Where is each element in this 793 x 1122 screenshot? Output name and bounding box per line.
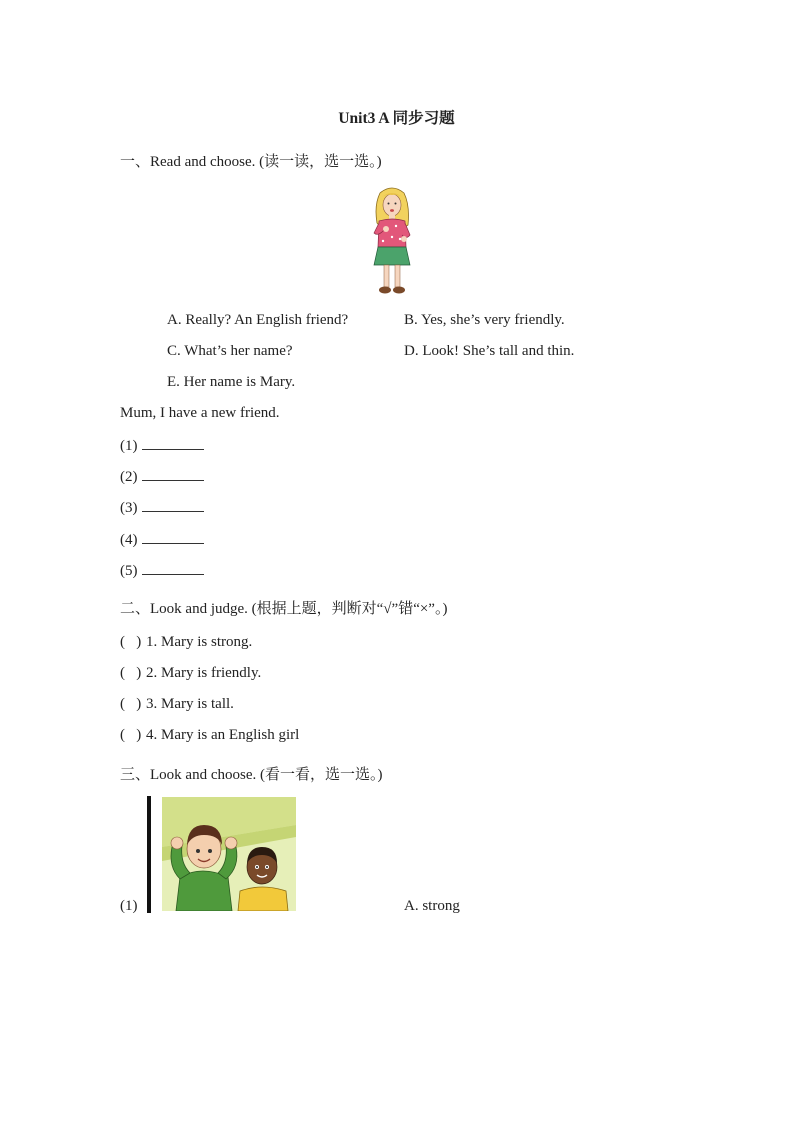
answer-blank-3[interactable]: (3) [120, 499, 204, 517]
judge-item-1[interactable]: ( ) 1. Mary is strong. [120, 634, 253, 650]
option-b: B. Yes, she’s very friendly. [404, 312, 565, 328]
blank-line[interactable] [142, 499, 204, 512]
page-title: Unit3 A 同步习题 [338, 110, 455, 127]
option-c: C. What’s her name? [167, 343, 293, 359]
blank-line[interactable] [142, 531, 204, 544]
girl-illustration [368, 185, 418, 300]
answer-blank-5[interactable]: (5) [120, 562, 204, 580]
section2-heading: 二、Look and judge. (根据上题，判断对“√”错“×”。) [120, 601, 448, 617]
option-d: D. Look! She’s tall and thin. [404, 343, 575, 359]
boys-illustration [162, 797, 296, 911]
intro-sentence: Mum, I have a new friend. [120, 405, 280, 421]
option-a: A. Really? An English friend? [167, 312, 349, 328]
choice-option-a: A. strong [404, 898, 460, 914]
judge-item-4[interactable]: ( ) 4. Mary is an English girl [120, 727, 300, 743]
answer-blank-4[interactable]: (4) [120, 531, 204, 549]
question-number-1: (1) [120, 898, 138, 914]
section3-heading: 三、Look and choose. (看一看，选一选。) [120, 767, 383, 783]
answer-blank-2[interactable]: (2) [120, 468, 204, 486]
blank-line[interactable] [142, 468, 204, 481]
divider-bar [147, 796, 151, 913]
judge-item-3[interactable]: ( ) 3. Mary is tall. [120, 696, 234, 712]
judge-item-2[interactable]: ( ) 2. Mary is friendly. [120, 665, 262, 681]
option-e: E. Her name is Mary. [167, 374, 296, 390]
blank-line[interactable] [142, 562, 204, 575]
blank-line[interactable] [142, 437, 204, 450]
section1-heading: 一、Read and choose. (读一读，选一选。) [120, 154, 382, 170]
answer-blank-1[interactable]: (1) [120, 437, 204, 455]
